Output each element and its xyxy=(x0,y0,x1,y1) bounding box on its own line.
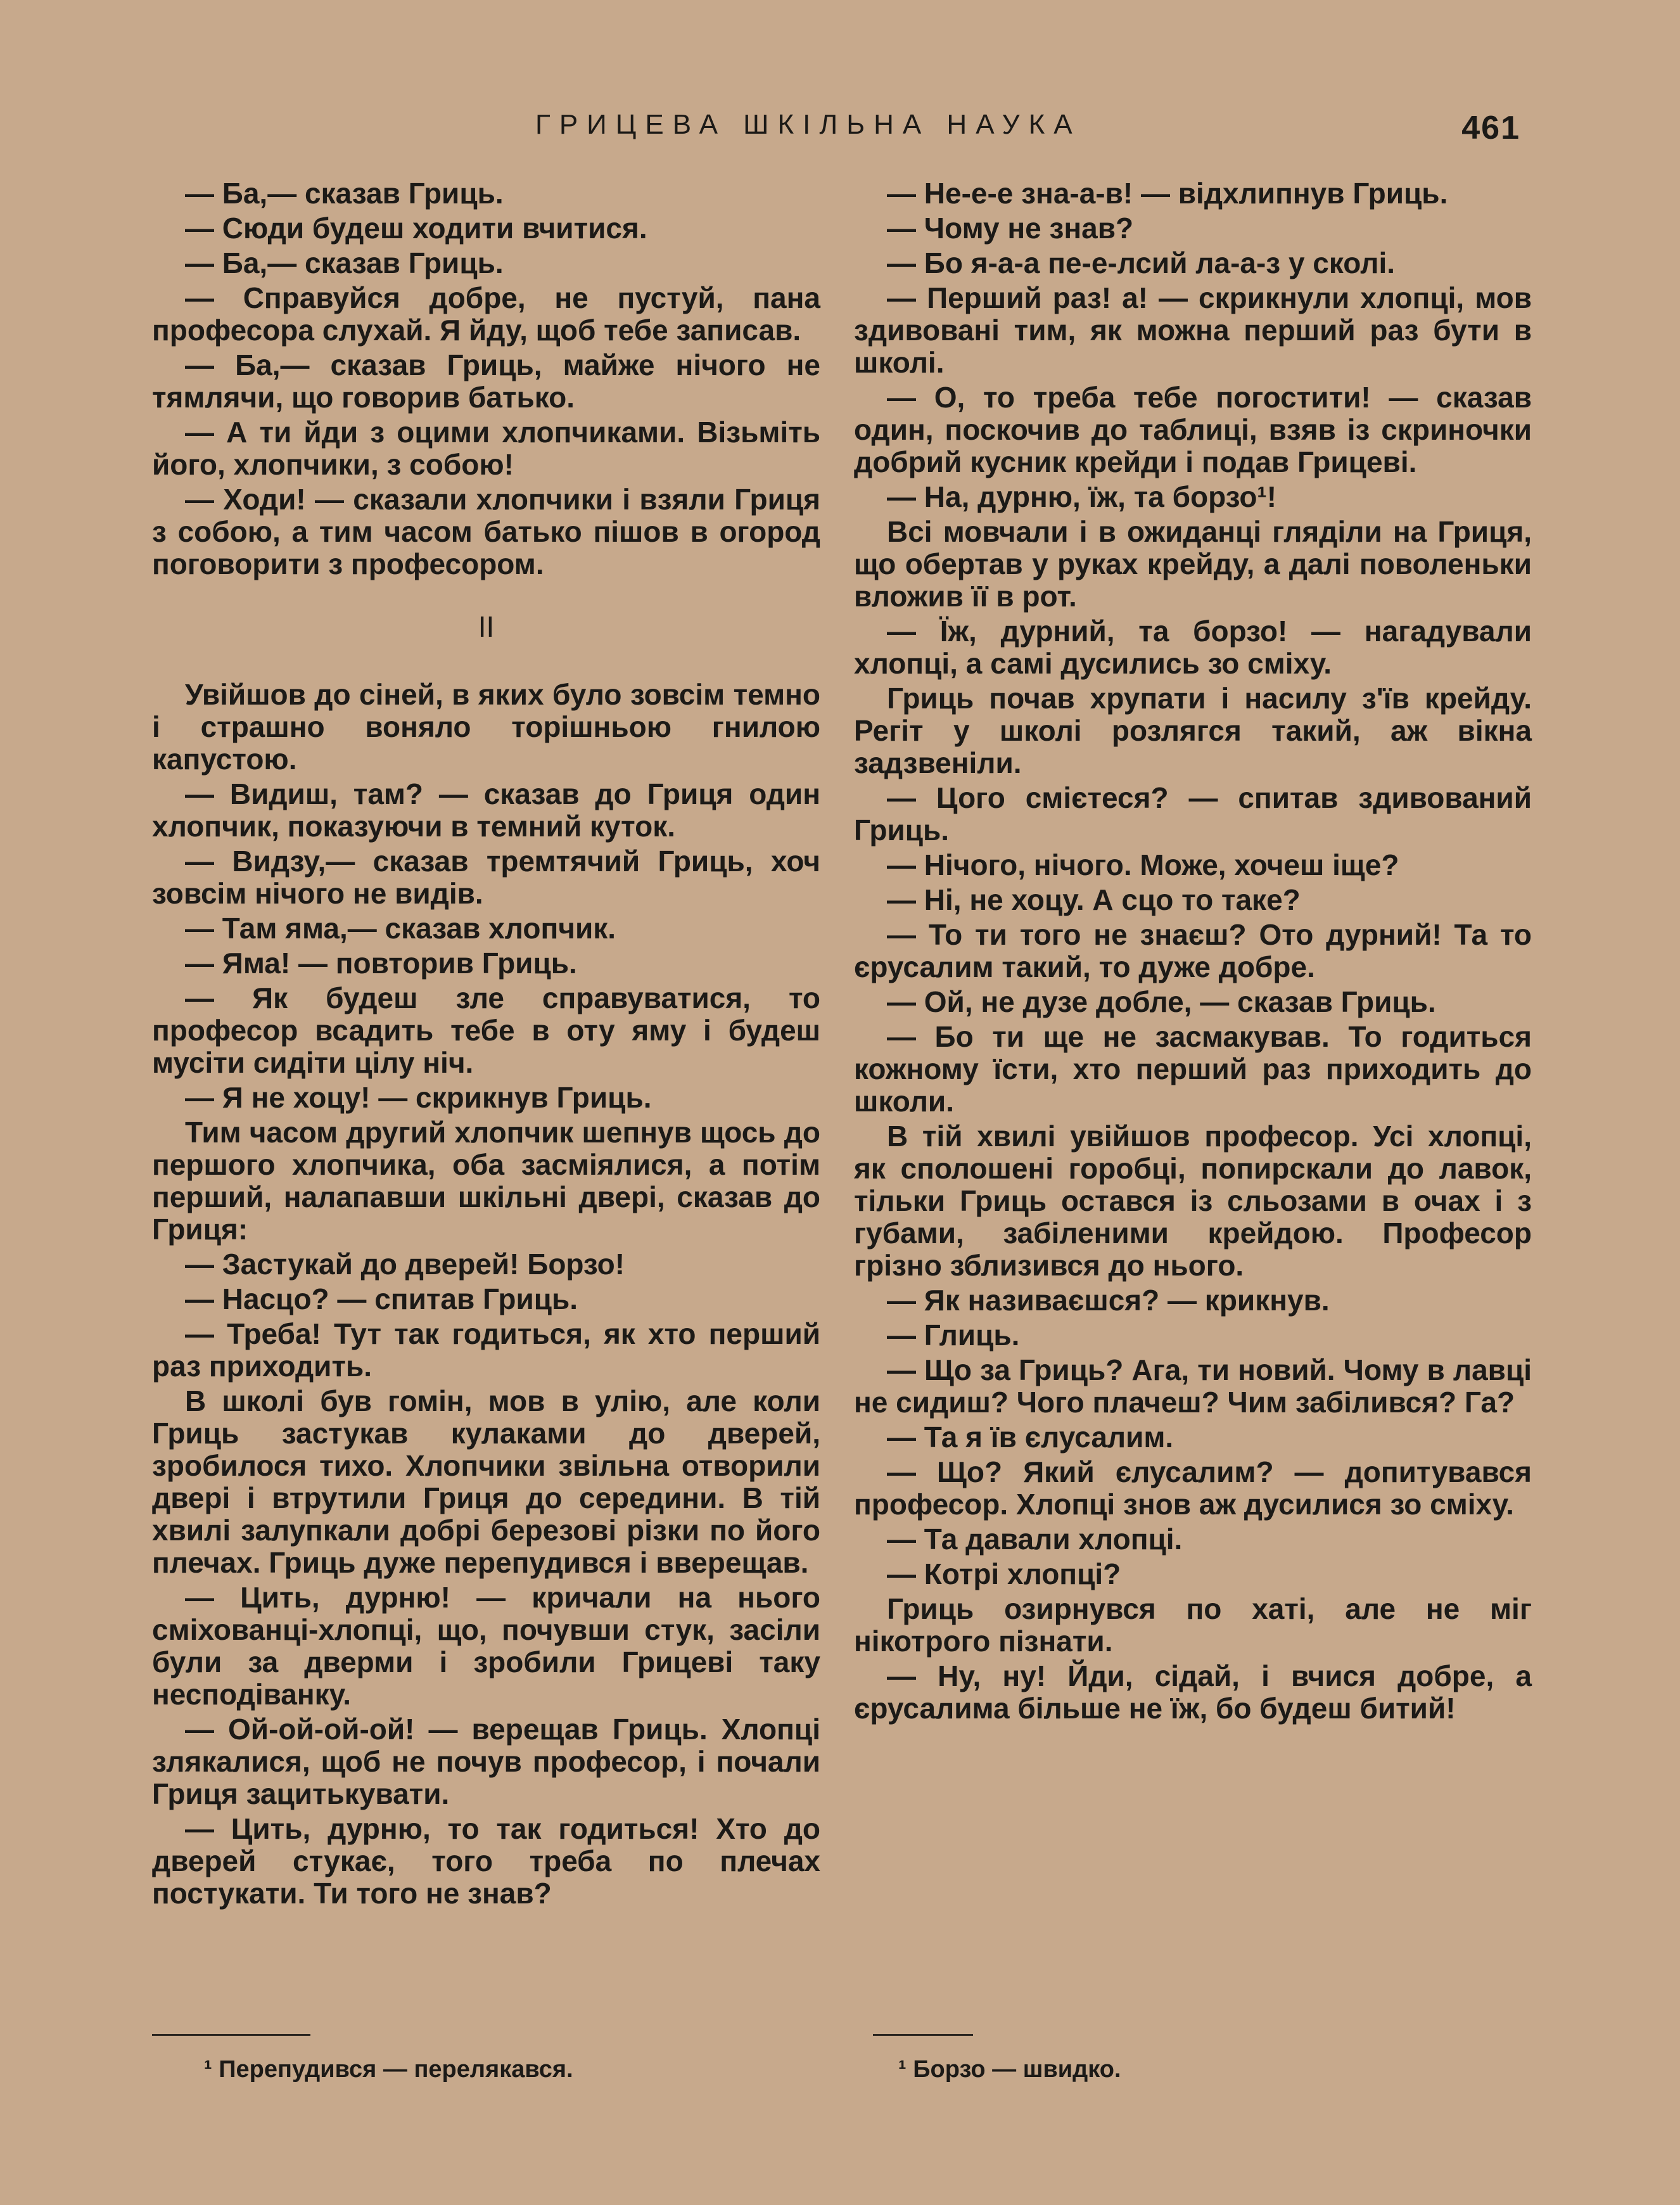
paragraph: — А ти йди з оцими хлопчиками. Візьміть його, хлопчики, з собою! xyxy=(152,416,820,481)
paragraph: — Справуйся добре, не пустуй, пана професора слухай. Я йду, щоб тебе записав. xyxy=(152,281,820,347)
page-header xyxy=(152,109,1520,147)
paragraph: Увійшов до сіней, в яких було зовсім темно і страшно воняло торішньою гнилою капустою. xyxy=(152,678,820,776)
paragraph: — На, дурню, їж, та борзо¹! xyxy=(887,480,1277,513)
paragraph: — Перший раз! а! — скрикнули хлопці, мов здивовані тим, як можна перший раз бути в школі. xyxy=(854,281,1532,379)
paragraph: Всі мовчали і в ожиданці гляділи на Гриця, що обертав у руках крейду, а далі поволеньки вложив її в рот. xyxy=(854,515,1532,613)
paragraph: — Не-е-е зна-а-в! — відхлипнув Гриць. xyxy=(887,177,1448,210)
paragraph: — Як називаєшся? — крикнув. xyxy=(887,1284,1330,1317)
paragraph: Тим часом другий хлопчик шепнув щось до першого хлопчика, оба засміялися, а потім перший, налапавши шкільні двері, сказав до Гриця: xyxy=(152,1116,820,1246)
paragraph: — Бо ти ще не засмакував. То годиться кожному їсти, хто перший раз приходить до школи. xyxy=(854,1020,1532,1118)
paragraph: В школі був гомін, мов в улію, але коли Гриць застукав кулаками до дверей, зробилося тихо. Хлопчики звільна отворили двері і втрутили Гриця до середини. В тій хвилі залупкали добрі березові різки по його плечах. Гриць дуже перепудився і вверещав. xyxy=(152,1384,820,1579)
paragraph: — Цого смієтеся? — спитав здивований Гриць. xyxy=(854,781,1532,847)
paragraph: — Видзу,— сказав тремтячий Гриць, хоч зовсім нічого не видів. xyxy=(152,845,820,910)
paragraph: — Ні, не хоцу. А сцо то таке? xyxy=(887,883,1301,916)
paragraph: — Цить, дурню, то так годиться! Хто до дверей стукає, того треба по плечах постукати. Ти того не знав? xyxy=(152,1812,820,1910)
paragraph: — Ба,— сказав Гриць. xyxy=(185,246,504,279)
paragraph: — Та я їв єлусалим. xyxy=(887,1421,1174,1454)
section-number: II xyxy=(478,610,495,643)
paragraph: — То ти того не знаєш? Ото дурний! Та то єрусалим такий, то дуже добре. xyxy=(854,918,1532,983)
paragraph: — Як будеш зле справуватися, то професор всадить тебе в оту яму і будеш мусіти сидіти цілу ніч. xyxy=(152,981,820,1079)
right-paragraphs xyxy=(854,177,1532,1725)
paragraph: — Що? Який єлусалим? — допитувався професор. Хлопці знов аж дусилися зо сміху. xyxy=(854,1455,1532,1521)
right-column xyxy=(854,177,1532,1727)
paragraph: — Треба! Тут так годиться, як хто перший раз приходить. xyxy=(152,1317,820,1383)
paragraph: — Нічого, нічого. Може, хочеш іще? xyxy=(887,848,1399,881)
paragraph: Гриць озирнувся по хаті, але не міг нікотрого пізнати. xyxy=(854,1592,1532,1658)
paragraph: — Застукай до дверей! Борзо! xyxy=(185,1248,625,1281)
left-paragraphs-after xyxy=(152,679,820,1910)
paragraph: — О, то треба тебе погостити! — сказав один, поскочив до таблиці, взяв із скриночки добрий кусник крейди і подав Грицеві. xyxy=(854,381,1532,478)
footnote-rule-left xyxy=(152,2034,310,2036)
running-head: ГРИЦЕВА ШКІЛЬНА НАУКА xyxy=(535,109,1081,140)
paragraph: — Насцо? — спитав Гриць. xyxy=(185,1282,578,1315)
paragraph: — Видиш, там? — сказав до Гриця один хлопчик, показуючи в темний куток. xyxy=(152,777,820,843)
left-column xyxy=(152,177,820,1912)
paragraph: — Їж, дурний, та борзо! — нагадували хлопці, а самі дусились зо сміху. xyxy=(854,615,1532,680)
paragraph: — Чому не знав? xyxy=(887,212,1134,245)
paragraph: — Ну, ну! Йди, сідай, і вчися добре, а єрусалима більше не їж, бо будеш битий! xyxy=(854,1659,1532,1725)
paragraph: В тій хвилі увійшов професор. Усі хлопці, як сполошені горобці, попирскали до лавок, тільки Гриць остався із сльозами в очах і з губами, забіленими крейдою. Професор грізно зблизився до нього. xyxy=(854,1120,1532,1282)
paragraph: — Ба,— сказав Гриць. xyxy=(185,177,504,210)
paragraph: — Ой-ой-ой-ой! — верещав Гриць. Хлопці злякалися, щоб не почув професор, і почали Гриця зацитькувати. xyxy=(152,1713,820,1810)
footnote-right: ¹ Борзо — швидко. xyxy=(898,2056,1121,2083)
paragraph: Гриць почав хрупати і насилу з'їв крейду. Регіт у школі розлягся такий, аж вікна задзвеніли. xyxy=(854,682,1532,779)
footnote-rule-right xyxy=(873,2034,973,2036)
paragraph: — Яма! — повторив Гриць. xyxy=(185,947,577,980)
paragraph: — Що за Гриць? Ага, ти новий. Чому в лавці не сидиш? Чого плачеш? Чим забілився? Га? xyxy=(854,1353,1532,1419)
paragraph: — Ой, не дузе добле, — сказав Гриць. xyxy=(887,985,1436,1018)
paragraph: — Сюди будеш ходити вчитися. xyxy=(185,212,647,245)
paragraph: — Цить, дурню! — кричали на нього сміхованці-хлопці, що, почувши стук, засіли були за дверми і зробили Грицеві таку несподіванку. xyxy=(152,1581,820,1711)
paragraph: — Я не хоцу! — скрикнув Гриць. xyxy=(185,1081,652,1114)
paragraph: — Глиць. xyxy=(887,1319,1020,1352)
paragraph: — Бо я-а-а пе-е-лсий ла-а-з у сколі. xyxy=(887,246,1396,279)
paragraph: — Та давали хлопці. xyxy=(887,1523,1183,1556)
paragraph: — Ба,— сказав Гриць, майже нічого не тямлячи, що говорив батько. xyxy=(152,348,820,414)
paragraph: — Ходи! — сказали хлопчики і взяли Гриця з собою, а тим часом батько пішов в огород поговорити з професором. xyxy=(152,483,820,580)
page-number: 461 xyxy=(1461,110,1520,146)
paragraph: — Котрі хлопці? xyxy=(887,1557,1121,1590)
footnote-left: ¹ Перепудився — перелякався. xyxy=(204,2056,573,2083)
paragraph: — Там яма,— сказав хлопчик. xyxy=(185,912,616,945)
left-paragraphs-before xyxy=(152,177,820,580)
